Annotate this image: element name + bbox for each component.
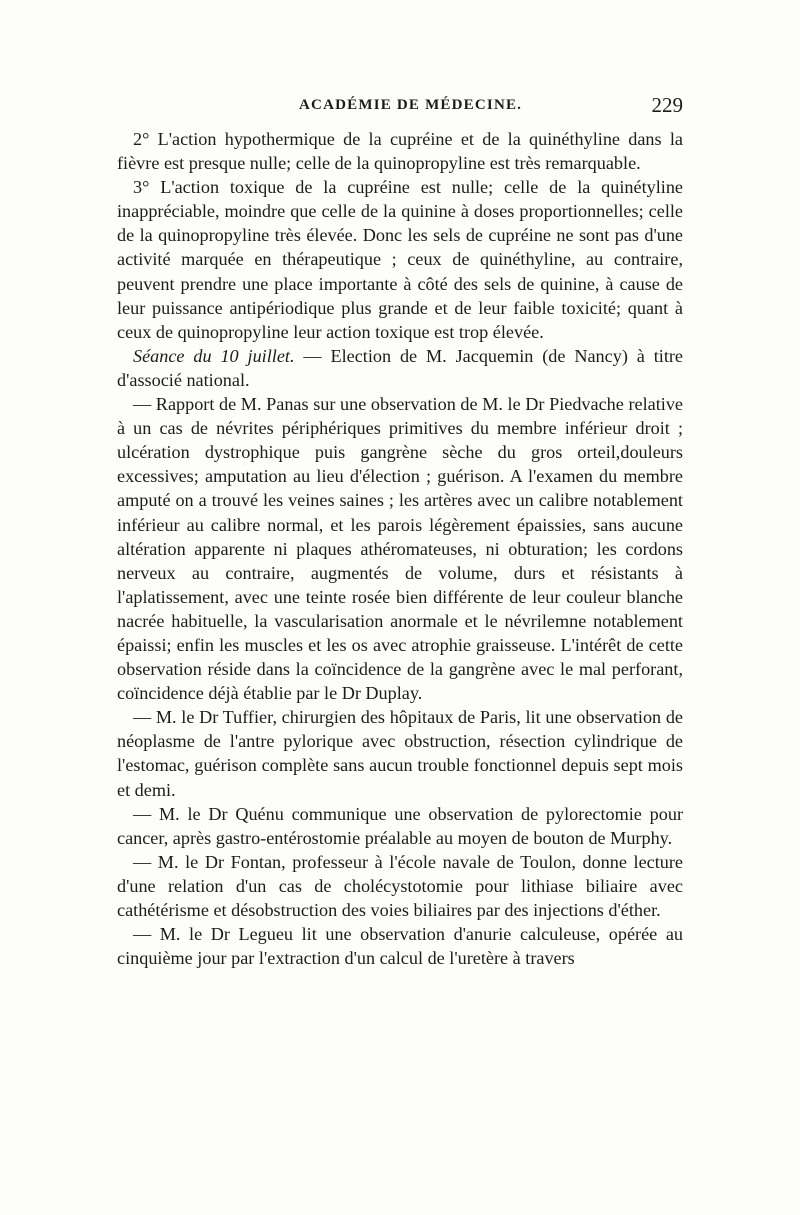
paragraph-text: — M. le Dr Quénu communique une observation de pylorectomie pour cancer, après gastro-entérostomie préalable au moyen de bouton de Murphy. [117,803,683,848]
session-date: Séance du 10 juillet. [133,345,295,366]
paragraph-text: — M. le Dr Fontan, professeur à l'école navale de Toulon, donne lecture d'une relation d'un cas de cholécystotomie pour lithiase biliaire avec cathétérisme et désobstruction des voies biliaires par des injections d'éther. [117,851,683,920]
paragraph-fontan [117,850,683,922]
book-page [117,93,683,970]
paragraph-tuffier [117,705,683,801]
paragraph-toxic-action [117,175,683,344]
paragraph-panas-report [117,392,683,705]
paragraph-text: — Rapport de M. Panas sur une observation de M. le Dr Piedvache relative à un cas de névrites périphériques primitives du membre inférieur droit ; ulcération dystrophique puis gangrène sèche du gros orteil,douleurs excessives; amputation au lieu d'élection ; guérison. A l'examen du membre amputé on a trouvé les veines saines ; les artères avec un calibre notablement inférieur au calibre normal, et les parois légèrement épaissies, sans aucune altération apparente ni plaques athéromateuses, ni obturation; les cordons nerveux au contraire, augmentés de volume, durs et résistants à l'aplatissement, avec une teinte rosée bien différente de leur couleur blanche nacrée habituelle, la vascularisation anormale et le névrilemne notablement épaissi; enfin les muscles et les os avec atrophie graisseuse. L'intérêt de cette observation réside dans la coïncidence de la gangrène avec le mal perforant, coïncidence déjà établie par le Dr Duplay. [117,394,683,704]
body-text [117,127,683,970]
paragraph-quenu [117,802,683,850]
paragraph-text: 3° L'action toxique de la cupréine est nulle; celle de la quinétyline inappréciable, moindre que celle de la quinine à doses proportionnelles; celle de la quinopropyline très élevée. Donc les sels de cupréine ne sont pas d'une activité marquée en thérapeutique ; ceux de quinéthyline, au contraire, peuvent prendre une place importante à côté des sels de quinine, à cause de leur puissance antipériodique plus grande et de leur faible toxicité; quant à ceux de quinopropyline leur action toxique est trop élevée. [117,177,683,342]
paragraph-seance [117,344,683,392]
paragraph-text: 2° L'action hypothermique de la cupréine et de la quinéthyline dans la fièvre est presque nulle; celle de la quinopropyline est très remarquable. [117,129,683,174]
running-title: ACADÉMIE DE MÉDECINE. [299,97,523,113]
paragraph-hypothermic-action [117,127,683,175]
paragraph-text: — Election de M. Jacquemin (de Nancy) à titre d'associé national. [117,345,683,390]
running-head [117,93,683,127]
page-number: 229 [651,93,683,117]
paragraph-text: — M. le Dr Tuffier, chirurgien des hôpitaux de Paris, lit une observation de néoplasme de l'antre pylorique avec obstruction, résection cylindrique de l'estomac, guérison complète sans aucun trouble fonctionnel depuis sept mois et demi. [117,707,683,800]
paragraph-legueu [117,922,683,970]
paragraph-text: — M. le Dr Legueu lit une observation d'anurie calculeuse, opérée au cinquième jour par l'extraction d'un calcul de l'uretère à travers [117,924,683,969]
